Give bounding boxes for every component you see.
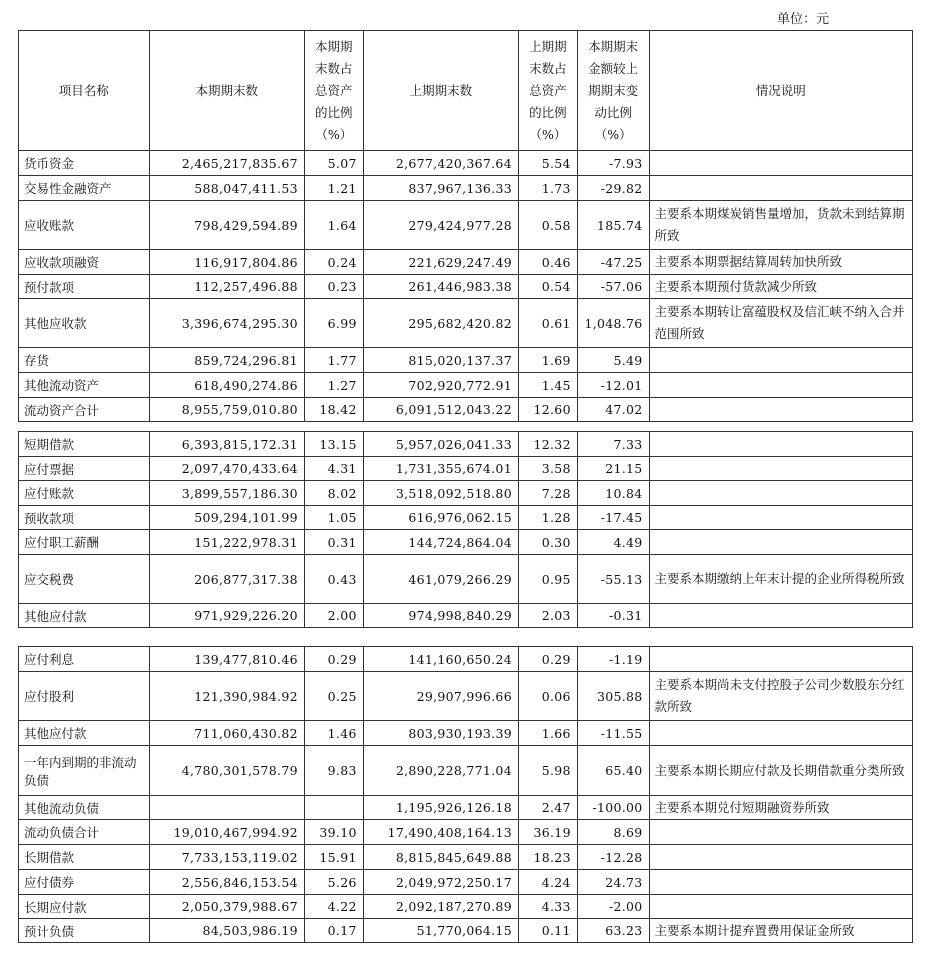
table-row	[19, 201, 913, 250]
table-row	[19, 250, 913, 275]
previous-value-cell: 803,930,193.39	[363, 721, 518, 746]
change-ratio-cell: -0.31	[577, 604, 649, 628]
item-name-cell: 应收账款	[19, 201, 150, 250]
change-ratio-cell: 21.15	[577, 457, 649, 481]
item-name-cell: 长期借款	[19, 845, 150, 870]
current-value-cell: 4,780,301,578.79	[149, 746, 304, 796]
change-ratio-cell: 4.49	[577, 530, 649, 555]
previous-ratio-cell: 1.69	[518, 348, 577, 373]
item-name-cell: 应付账款	[19, 481, 150, 506]
note-cell	[649, 457, 912, 481]
previous-ratio-cell: 0.46	[518, 250, 577, 275]
current-value-cell: 121,390,984.92	[149, 672, 304, 721]
change-ratio-cell: 305.88	[577, 672, 649, 721]
change-ratio-cell: 10.84	[577, 481, 649, 506]
current-value-cell: 971,929,226.20	[149, 604, 304, 628]
note-cell	[649, 895, 912, 919]
current-value-cell: 84,503,986.19	[149, 919, 304, 943]
item-name-cell: 应付股利	[19, 672, 150, 721]
table-row	[19, 299, 913, 348]
current-ratio-cell	[304, 796, 363, 820]
current-value-cell: 151,222,978.31	[149, 530, 304, 555]
header-line: （%）	[315, 126, 353, 142]
change-ratio-cell: -17.45	[577, 506, 649, 530]
current-ratio-cell: 5.07	[304, 151, 363, 176]
table-row	[19, 151, 913, 176]
note-cell	[649, 647, 912, 672]
change-ratio-cell: 185.74	[577, 201, 649, 250]
previous-ratio-cell: 1.66	[518, 721, 577, 746]
change-ratio-cell: 1,048.76	[577, 299, 649, 348]
header-item-name: 项目名称	[19, 31, 150, 151]
header-line: 总资产	[529, 82, 567, 98]
previous-value-cell: 3,518,092,518.80	[363, 481, 518, 506]
previous-value-cell: 2,092,187,270.89	[363, 895, 518, 919]
previous-ratio-cell: 5.54	[518, 151, 577, 176]
header-line: （%）	[594, 126, 632, 142]
note-cell	[649, 481, 912, 506]
previous-ratio-cell: 0.06	[518, 672, 577, 721]
previous-value-cell: 2,049,972,250.17	[363, 870, 518, 895]
previous-ratio-cell: 2.47	[518, 796, 577, 820]
current-ratio-cell: 1.77	[304, 348, 363, 373]
item-name-cell: 应付利息	[19, 647, 150, 672]
table-row	[19, 721, 913, 746]
current-ratio-cell: 18.42	[304, 398, 363, 422]
current-ratio-cell: 4.22	[304, 895, 363, 919]
current-value-cell: 798,429,594.89	[149, 201, 304, 250]
previous-ratio-cell: 12.60	[518, 398, 577, 422]
table-row	[19, 348, 913, 373]
note-cell: 主要系本期尚未支付控股子公司少数股东分红款所致	[649, 672, 912, 721]
previous-value-cell: 6,091,512,043.22	[363, 398, 518, 422]
item-name-cell: 其他应付款	[19, 604, 150, 628]
change-ratio-cell: 47.02	[577, 398, 649, 422]
previous-value-cell: 702,920,772.91	[363, 373, 518, 398]
note-cell: 主要系本期票据结算周转加快所致	[649, 250, 912, 275]
header-previous-ratio	[518, 31, 577, 151]
current-ratio-cell: 39.10	[304, 820, 363, 845]
previous-value-cell: 29,907,996.66	[363, 672, 518, 721]
previous-ratio-cell: 0.95	[518, 555, 577, 604]
current-ratio-cell: 9.83	[304, 746, 363, 796]
current-value-cell: 711,060,430.82	[149, 721, 304, 746]
item-name-cell: 应收款项融资	[19, 250, 150, 275]
note-cell: 主要系本期长期应付款及长期借款重分类所致	[649, 746, 912, 796]
header-row	[19, 31, 913, 151]
previous-value-cell: 2,677,420,367.64	[363, 151, 518, 176]
liabilities-table-2	[18, 646, 913, 943]
previous-value-cell: 144,724,864.04	[363, 530, 518, 555]
current-value-cell: 19,010,467,994.92	[149, 820, 304, 845]
table-row	[19, 870, 913, 895]
table-row	[19, 919, 913, 943]
header-line: 本期期末	[588, 38, 639, 54]
item-name-cell: 短期借款	[19, 432, 150, 457]
header-line: 期期末变	[588, 82, 639, 98]
change-ratio-cell: 63.23	[577, 919, 649, 943]
item-name-cell: 预计负债	[19, 919, 150, 943]
note-cell	[649, 506, 912, 530]
previous-value-cell: 837,967,136.33	[363, 176, 518, 201]
table-row	[19, 895, 913, 919]
current-value-cell: 2,097,470,433.64	[149, 457, 304, 481]
header-line: 金额较上	[588, 60, 639, 76]
current-ratio-cell: 1.21	[304, 176, 363, 201]
note-cell: 主要系本期计提弃置费用保证金所致	[649, 919, 912, 943]
change-ratio-cell: 8.69	[577, 820, 649, 845]
previous-ratio-cell: 18.23	[518, 845, 577, 870]
header-line: 总资产	[315, 82, 353, 98]
table-row	[19, 176, 913, 201]
previous-value-cell: 51,770,064.15	[363, 919, 518, 943]
current-value-cell: 2,556,846,153.54	[149, 870, 304, 895]
previous-value-cell: 279,424,977.28	[363, 201, 518, 250]
header-line: 末数占	[529, 60, 567, 76]
change-ratio-cell: -11.55	[577, 721, 649, 746]
previous-value-cell: 17,490,408,164.13	[363, 820, 518, 845]
current-ratio-cell: 8.02	[304, 481, 363, 506]
previous-value-cell: 815,020,137.37	[363, 348, 518, 373]
liabilities-table-1	[18, 431, 913, 628]
previous-value-cell: 1,731,355,674.01	[363, 457, 518, 481]
item-name-cell: 其他应收款	[19, 299, 150, 348]
previous-ratio-cell: 7.28	[518, 481, 577, 506]
previous-ratio-cell: 4.24	[518, 870, 577, 895]
previous-value-cell: 261,446,983.38	[363, 275, 518, 299]
header-line: 的比例	[529, 104, 567, 120]
note-cell: 主要系本期缴纳上年末计提的企业所得税所致	[649, 555, 912, 604]
item-name-cell: 应付票据	[19, 457, 150, 481]
current-value-cell: 7,733,153,119.02	[149, 845, 304, 870]
table-row	[19, 820, 913, 845]
table-row	[19, 604, 913, 628]
assets-table	[18, 30, 913, 422]
current-ratio-cell: 13.15	[304, 432, 363, 457]
current-value-cell: 2,050,379,988.67	[149, 895, 304, 919]
previous-ratio-cell: 3.58	[518, 457, 577, 481]
table-row	[19, 796, 913, 820]
current-ratio-cell: 4.31	[304, 457, 363, 481]
change-ratio-cell: -12.28	[577, 845, 649, 870]
current-ratio-cell: 0.17	[304, 919, 363, 943]
current-ratio-cell: 0.23	[304, 275, 363, 299]
current-ratio-cell: 1.05	[304, 506, 363, 530]
item-name-cell: 预付款项	[19, 275, 150, 299]
current-value-cell: 6,393,815,172.31	[149, 432, 304, 457]
current-ratio-cell: 15.91	[304, 845, 363, 870]
item-name-cell: 流动资产合计	[19, 398, 150, 422]
change-ratio-cell: -7.93	[577, 151, 649, 176]
item-name-cell: 应付职工薪酬	[19, 530, 150, 555]
note-cell	[649, 845, 912, 870]
previous-value-cell: 221,629,247.49	[363, 250, 518, 275]
item-name-cell: 应付债券	[19, 870, 150, 895]
table-row	[19, 506, 913, 530]
change-ratio-cell: -100.00	[577, 796, 649, 820]
note-cell	[649, 151, 912, 176]
table-row	[19, 555, 913, 604]
header-line: 上期期	[529, 38, 567, 54]
change-ratio-cell: 24.73	[577, 870, 649, 895]
current-ratio-cell: 1.27	[304, 373, 363, 398]
previous-value-cell: 5,957,026,041.33	[363, 432, 518, 457]
note-cell: 主要系本期预付货款减少所致	[649, 275, 912, 299]
table-row	[19, 275, 913, 299]
current-value-cell: 618,490,274.86	[149, 373, 304, 398]
item-name-cell: 交易性金融资产	[19, 176, 150, 201]
previous-ratio-cell: 12.32	[518, 432, 577, 457]
table-row	[19, 398, 913, 422]
current-value-cell: 206,877,317.38	[149, 555, 304, 604]
previous-value-cell: 461,079,266.29	[363, 555, 518, 604]
previous-value-cell: 2,890,228,771.04	[363, 746, 518, 796]
note-cell: 主要系本期兑付短期融资券所致	[649, 796, 912, 820]
current-value-cell: 3,899,557,186.30	[149, 481, 304, 506]
item-name-cell: 货币资金	[19, 151, 150, 176]
change-ratio-cell: -2.00	[577, 895, 649, 919]
previous-ratio-cell: 0.11	[518, 919, 577, 943]
current-value-cell: 139,477,810.46	[149, 647, 304, 672]
table-row	[19, 647, 913, 672]
table-row	[19, 746, 913, 796]
item-name-cell: 其他流动负债	[19, 796, 150, 820]
previous-value-cell: 141,160,650.24	[363, 647, 518, 672]
change-ratio-cell: -1.19	[577, 647, 649, 672]
note-cell: 主要系本期煤炭销售量增加，货款未到结算期所致	[649, 201, 912, 250]
current-value-cell: 588,047,411.53	[149, 176, 304, 201]
header-current: 本期期末数	[149, 31, 304, 151]
note-cell	[649, 398, 912, 422]
header-note: 情况说明	[649, 31, 912, 151]
change-ratio-cell: -29.82	[577, 176, 649, 201]
current-ratio-cell: 1.46	[304, 721, 363, 746]
header-previous: 上期期末数	[363, 31, 518, 151]
previous-ratio-cell: 0.58	[518, 201, 577, 250]
header-line: 末数占	[315, 60, 353, 76]
change-ratio-cell: -12.01	[577, 373, 649, 398]
table-row	[19, 432, 913, 457]
change-ratio-cell: -55.13	[577, 555, 649, 604]
item-name-cell: 存货	[19, 348, 150, 373]
current-value-cell: 112,257,496.88	[149, 275, 304, 299]
previous-ratio-cell: 0.61	[518, 299, 577, 348]
change-ratio-cell: 7.33	[577, 432, 649, 457]
header-line: 动比例	[594, 104, 632, 120]
change-ratio-cell: -57.06	[577, 275, 649, 299]
note-cell	[649, 820, 912, 845]
header-line: 的比例	[315, 104, 353, 120]
table-row	[19, 373, 913, 398]
item-name-cell: 应交税费	[19, 555, 150, 604]
table-row	[19, 481, 913, 506]
current-ratio-cell: 0.24	[304, 250, 363, 275]
note-cell: 主要系本期转让富蕴股权及信汇峡不纳入合并范围所致	[649, 299, 912, 348]
current-value-cell: 3,396,674,295.30	[149, 299, 304, 348]
note-cell	[649, 348, 912, 373]
header-change	[577, 31, 649, 151]
item-name-cell: 一年内到期的非流动负债	[19, 746, 150, 796]
current-value-cell	[149, 796, 304, 820]
item-name-cell: 其他流动资产	[19, 373, 150, 398]
item-name-cell: 流动负债合计	[19, 820, 150, 845]
note-cell	[649, 432, 912, 457]
previous-ratio-cell: 1.73	[518, 176, 577, 201]
note-cell	[649, 870, 912, 895]
previous-value-cell: 295,682,420.82	[363, 299, 518, 348]
previous-ratio-cell: 2.03	[518, 604, 577, 628]
table-row	[19, 457, 913, 481]
current-value-cell: 8,955,759,010.80	[149, 398, 304, 422]
header-line: 本期期	[315, 38, 353, 54]
current-ratio-cell: 6.99	[304, 299, 363, 348]
previous-ratio-cell: 0.29	[518, 647, 577, 672]
item-name-cell: 其他应付款	[19, 721, 150, 746]
current-ratio-cell: 0.25	[304, 672, 363, 721]
current-ratio-cell: 2.00	[304, 604, 363, 628]
note-cell	[649, 176, 912, 201]
change-ratio-cell: 5.49	[577, 348, 649, 373]
previous-ratio-cell: 5.98	[518, 746, 577, 796]
item-name-cell: 预收款项	[19, 506, 150, 530]
note-cell	[649, 530, 912, 555]
table-row	[19, 672, 913, 721]
header-current-ratio	[304, 31, 363, 151]
previous-ratio-cell: 0.54	[518, 275, 577, 299]
current-ratio-cell: 5.26	[304, 870, 363, 895]
previous-ratio-cell: 36.19	[518, 820, 577, 845]
previous-value-cell: 8,815,845,649.88	[363, 845, 518, 870]
current-ratio-cell: 0.29	[304, 647, 363, 672]
previous-ratio-cell: 0.30	[518, 530, 577, 555]
table-row	[19, 530, 913, 555]
current-value-cell: 2,465,217,835.67	[149, 151, 304, 176]
previous-value-cell: 616,976,062.15	[363, 506, 518, 530]
note-cell	[649, 721, 912, 746]
current-value-cell: 859,724,296.81	[149, 348, 304, 373]
previous-ratio-cell: 4.33	[518, 895, 577, 919]
current-ratio-cell: 0.31	[304, 530, 363, 555]
previous-ratio-cell: 1.45	[518, 373, 577, 398]
note-cell	[649, 604, 912, 628]
unit-label: 单位：元	[776, 12, 829, 27]
header-line: （%）	[529, 126, 567, 142]
current-value-cell: 509,294,101.99	[149, 506, 304, 530]
current-ratio-cell: 0.43	[304, 555, 363, 604]
current-value-cell: 116,917,804.86	[149, 250, 304, 275]
note-cell	[649, 373, 912, 398]
change-ratio-cell: 65.40	[577, 746, 649, 796]
change-ratio-cell: -47.25	[577, 250, 649, 275]
current-ratio-cell: 1.64	[304, 201, 363, 250]
previous-value-cell: 974,998,840.29	[363, 604, 518, 628]
previous-ratio-cell: 1.28	[518, 506, 577, 530]
item-name-cell: 长期应付款	[19, 895, 150, 919]
previous-value-cell: 1,195,926,126.18	[363, 796, 518, 820]
table-row	[19, 845, 913, 870]
